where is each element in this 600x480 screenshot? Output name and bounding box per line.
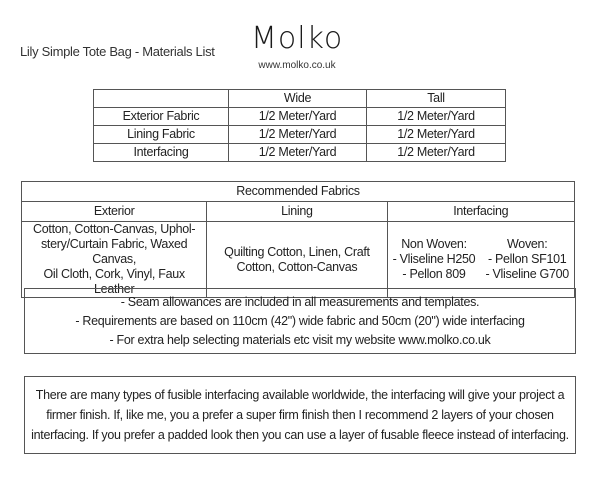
- tall-value: 1/2 Meter/Yard: [367, 126, 506, 144]
- sizes-header-wide: Wide: [229, 90, 367, 108]
- fabrics-title-row: [22, 182, 575, 202]
- exterior-header: Exterior: [22, 202, 207, 222]
- sizes-header-tall: Tall: [367, 90, 506, 108]
- fabrics-body-row: [22, 222, 575, 298]
- wide-value: 1/2 Meter/Yard: [229, 108, 367, 126]
- note-line: - Seam allowances are included in all measurements and templates.: [120, 294, 480, 309]
- non-woven-item: - Vliseline H250: [392, 252, 476, 266]
- table-row: [94, 108, 506, 126]
- table-row: [94, 126, 506, 144]
- exterior-fabrics: [22, 222, 207, 298]
- interfacing-header: Interfacing: [387, 202, 574, 222]
- fabrics-title: Recommended Fabrics: [22, 182, 575, 202]
- sizes-header-row: [94, 90, 506, 108]
- row-label: Exterior Fabric: [94, 108, 229, 126]
- row-label: Interfacing: [94, 144, 229, 162]
- sizes-header-blank: [94, 90, 229, 108]
- woven-item: - Vliseline G700: [485, 267, 569, 281]
- tall-value: 1/2 Meter/Yard: [367, 108, 506, 126]
- non-woven-title: Non Woven:: [401, 237, 467, 251]
- woven-item: - Pellon SF101: [487, 252, 567, 266]
- logo-text: Molko: [251, 21, 344, 56]
- lining-fabrics: [207, 222, 387, 298]
- exterior-line: stery/Curtain Fabric, Waxed Canvas,: [40, 237, 188, 266]
- table-row: [94, 144, 506, 162]
- non-woven-item: - Pellon 809: [402, 267, 466, 281]
- woven-title: Woven:: [507, 237, 548, 251]
- note-line: - For extra help selecting materials etc visit my website www.molko.co.uk: [109, 332, 491, 347]
- fabrics-header-row: [22, 202, 575, 222]
- row-label: Lining Fabric: [94, 126, 229, 144]
- exterior-line: Cotton, Cotton-Canvas, Uphol-: [33, 222, 196, 236]
- lining-line: Cotton, Cotton-Canvas: [236, 259, 358, 274]
- interfacing-options: [387, 222, 574, 298]
- sizes-table: [93, 89, 506, 162]
- lining-header: Lining: [207, 202, 387, 222]
- tall-value: 1/2 Meter/Yard: [367, 144, 506, 162]
- wide-value: 1/2 Meter/Yard: [229, 144, 367, 162]
- note-line: - Requirements are based on 110cm (42") wide fabric and 50cm (20") wide interfacing: [75, 313, 525, 328]
- notes-box: [24, 288, 576, 354]
- interfacing-note: There are many types of fusible interfacing available worldwide, the interfacing will give your project a firmer finish. If, like me, you a prefer a super firm finish then I recommend 2 layers of your chosen interfacing. If you prefer a padded look then you can use a layer of fusable fleece instead of interfacing.: [31, 388, 569, 442]
- woven-column: [485, 237, 568, 282]
- non-woven-column: [393, 237, 476, 282]
- wide-value: 1/2 Meter/Yard: [229, 126, 367, 144]
- lining-line: Quilting Cotton, Linen, Craft: [224, 244, 370, 259]
- interfacing-note-box: [24, 376, 576, 454]
- recommended-fabrics-table: [21, 181, 575, 298]
- molko-logo: [251, 22, 343, 71]
- exterior-line: Oil Cloth, Cork, Vinyl, Faux Leather: [43, 267, 185, 296]
- logo-url: www.molko.co.uk: [258, 60, 336, 71]
- page-title: Lily Simple Tote Bag - Materials List: [20, 44, 215, 59]
